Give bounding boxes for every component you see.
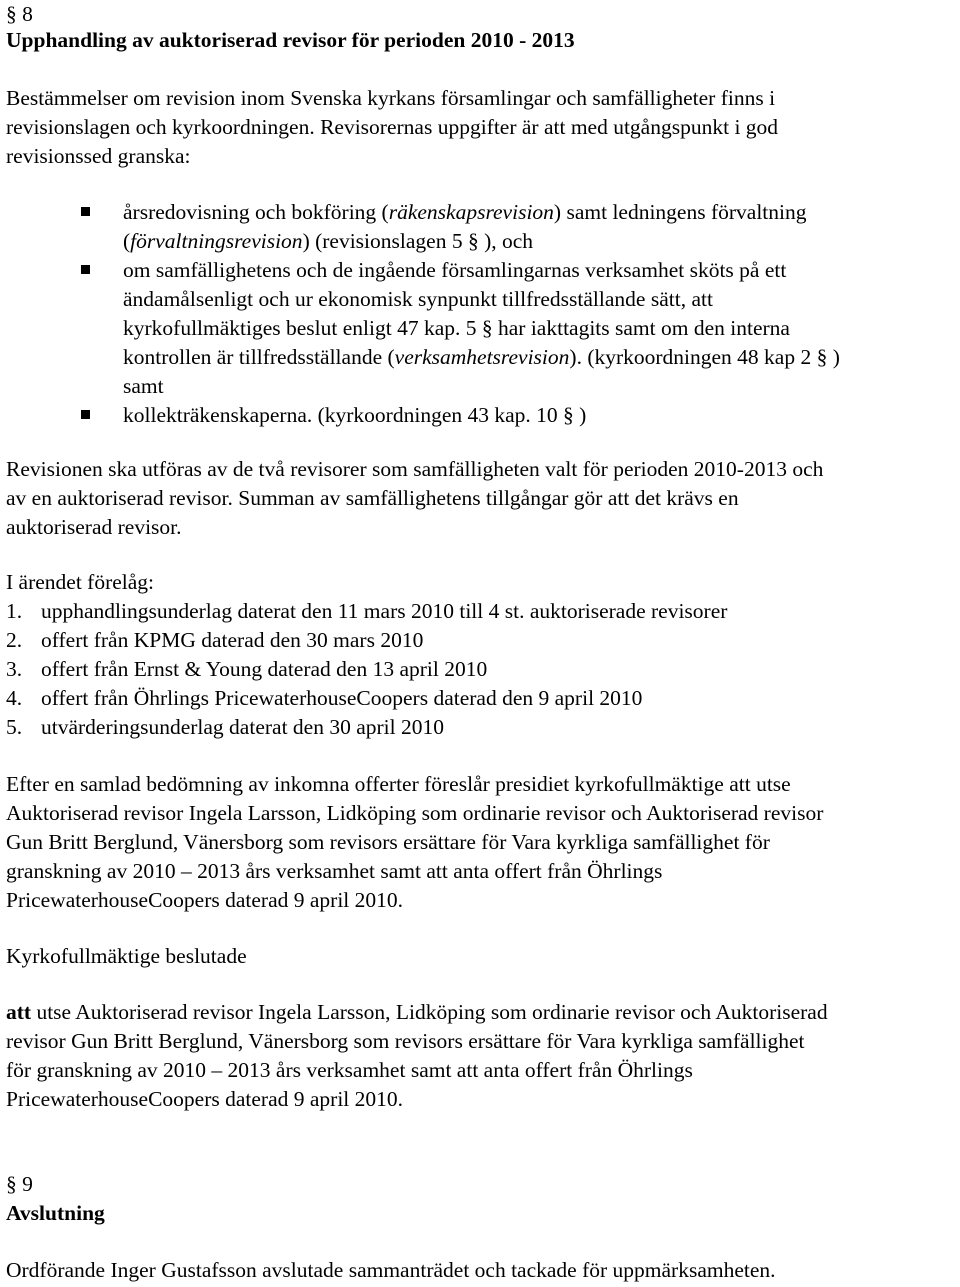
proposal-line: granskning av 2010 – 2013 års verksamhet samt att anta offert från Öhrlings <box>6 859 663 883</box>
section-9-title: Avslutning <box>6 1201 105 1225</box>
square-bullet-icon <box>81 410 90 419</box>
revision-line: av en auktoriserad revisor. Summan av samfällighetens tillgångar gör att det krävs en <box>6 486 739 510</box>
proposal-line: Auktoriserad revisor Ingela Larsson, Lidköping som ordinarie revisor och Auktoriserad revisor <box>6 801 824 825</box>
list-item: 2. offert från KPMG daterad den 30 mars 2010 <box>6 628 424 652</box>
revision-line: auktoriserad revisor. <box>6 515 182 539</box>
intro-line: revisionslagen och kyrkoordningen. Revisorernas uppgifter är att med utgångspunkt i god <box>6 115 779 139</box>
square-bullet-icon <box>81 265 90 274</box>
documents-intro: I ärendet förelåg: <box>6 570 155 594</box>
bullet-line: om samfällighetens och de ingående församlingarnas verksamhet sköts på ett <box>123 258 787 282</box>
revision-paragraph <box>6 455 823 542</box>
intro-line: revisionssed granska: <box>6 144 191 168</box>
decision-heading: Kyrkofullmäktige beslutade <box>6 944 247 968</box>
bullet-line: ändamålsenligt och ur ekonomisk synpunkt tillfredsställande sätt, att <box>123 287 713 311</box>
bullet-line: kollekträkenskaperna. (kyrkoordningen 43 kap. 10 § ) <box>123 403 587 427</box>
proposal-line: Gun Britt Berglund, Vänersborg som revisors ersättare för Vara kyrkliga samfällighet för <box>6 830 770 854</box>
decision-line: revisor Gun Britt Berglund, Vänersborg som revisors ersättare för Vara kyrkliga samfällighet <box>6 1029 805 1053</box>
proposal-paragraph <box>6 770 823 915</box>
section-8-number: § 8 <box>6 2 33 26</box>
review-scope-list <box>81 198 951 430</box>
closing-text: Ordförande Inger Gustafsson avslutade sammanträdet och tackade för uppmärksamheten. <box>6 1258 776 1282</box>
bullet-line: kontrollen är tillfredsställande (verksamhetsrevision). (kyrkoordningen 48 kap 2 § ) <box>123 345 840 369</box>
decision-att: att <box>6 1000 32 1024</box>
decision-line: för granskning av 2010 – 2013 års verksamhet samt att anta offert från Öhrlings <box>6 1058 693 1082</box>
decision-line: PricewaterhouseCoopers daterad 9 april 2010. <box>6 1087 404 1111</box>
decision-line: att utse Auktoriserad revisor Ingela Larsson, Lidköping som ordinarie revisor och Auktoriserad <box>6 1000 828 1024</box>
documents-list <box>6 568 727 742</box>
section-8-title: Upphandling av auktoriserad revisor för perioden 2010 - 2013 <box>6 28 575 52</box>
bullet-line: (förvaltningsrevision) (revisionslagen 5 § ), och <box>123 229 534 253</box>
bullet-line: samt <box>123 374 164 398</box>
bullet-item <box>81 401 951 430</box>
bullet-line: kyrkofullmäktiges beslut enligt 47 kap. 5 § har iakttagits samt om den interna <box>123 316 790 340</box>
proposal-line: PricewaterhouseCoopers daterad 9 april 2010. <box>6 888 404 912</box>
intro-paragraph <box>6 84 778 171</box>
bullet-item <box>81 256 951 401</box>
square-bullet-icon <box>81 207 90 216</box>
bullet-item <box>81 198 951 256</box>
list-item: 3. offert från Ernst & Young daterad den 13 april 2010 <box>6 657 488 681</box>
revision-line: Revisionen ska utföras av de två revisorer som samfälligheten valt för perioden 2010-2013 och <box>6 457 824 481</box>
decision-paragraph <box>6 998 828 1114</box>
section-9-number: § 9 <box>6 1172 33 1196</box>
intro-line: Bestämmelser om revision inom Svenska kyrkans församlingar och samfälligheter finns i <box>6 86 776 110</box>
list-item: 4. offert från Öhrlings PricewaterhouseCoopers daterad den 9 april 2010 <box>6 686 643 710</box>
proposal-line: Efter en samlad bedömning av inkomna offerter föreslår presidiet kyrkofullmäktige att utse <box>6 772 791 796</box>
list-item: 5. utvärderingsunderlag daterat den 30 april 2010 <box>6 715 444 739</box>
bullet-line: årsredovisning och bokföring (räkenskapsrevision) samt ledningens förvaltning <box>123 200 807 224</box>
list-item: 1. upphandlingsunderlag daterat den 11 mars 2010 till 4 st. auktoriserade revisorer <box>6 599 728 623</box>
